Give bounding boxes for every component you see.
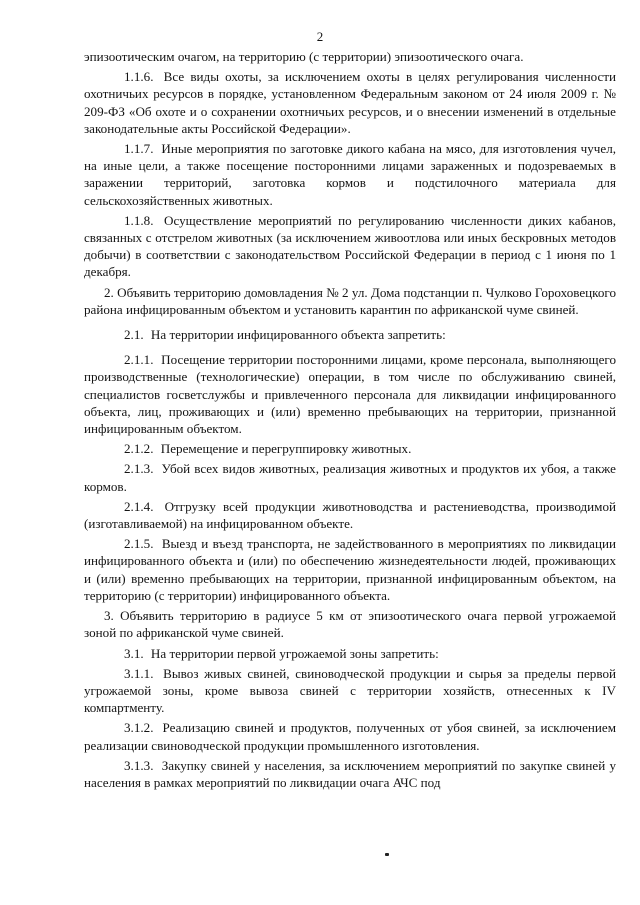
paragraph-1-1-7	[84, 140, 616, 209]
clause-number: 1.1.6.	[124, 69, 154, 85]
paragraph-text: Отгрузку всей продукции животноводства и растениеводства, производимой (изготавливаемой) на инфицированном объекте.	[84, 498, 616, 532]
paragraph-2-1-2	[84, 440, 616, 457]
paragraph-2-1-3	[84, 460, 616, 494]
paragraph-text: эпизоотическим очагом, на территорию (с территории) эпизоотического очага.	[84, 49, 524, 64]
paragraph-text: На территории инфицированного объекта запретить:	[150, 327, 446, 343]
paragraph-3-1	[84, 645, 616, 662]
paragraph-3-1-3	[84, 757, 616, 791]
paragraph-text: Все виды охоты, за исключением охоты в целях регулирования численности охотничьих ресурсов в порядке, установленном Федеральным законом от 24 июля 2009 г. № 209-ФЗ «Об охоте и о сохранении охотничьих ресурсов, и о внесении изменений в отдельные законодательные акты Российской Федерации».	[84, 69, 616, 136]
clause-number: 3.1.3.	[124, 757, 154, 773]
paragraph-2	[84, 284, 616, 318]
paragraph-2-1-5	[84, 535, 616, 604]
clause-number: 1.1.7.	[124, 141, 154, 157]
paragraph-text: Перемещение и перегруппировку животных.	[160, 441, 412, 457]
paragraph-text: На территории первой угрожаемой зоны запретить:	[150, 645, 439, 661]
paragraph-text: Посещение территории посторонними лицами, кроме персонала, выполняющего производственные (технологические) операции, в том числе по обслуживанию свиней, специалистов госветслужбы и привлеченного персонала для ликвидации инфицированного объекта, лиц, проживающих и (или) временно пребывающих на территории, признанной инфицированным объектом.	[84, 352, 616, 437]
scan-mark	[385, 853, 389, 856]
document-body	[84, 48, 616, 794]
paragraph-text: 3. Объявить территорию в радиусе 5 км от эпизоотического очага первой угрожаемой зоной по африканской чуме свиней.	[84, 608, 616, 641]
clause-number: 1.1.8.	[124, 212, 154, 228]
paragraph-text: Иные мероприятия по заготовке дикого кабана на мясо, для изготовления чучел, на иные цели, а также посещение посторонними лицами зараженных и подозреваемых в заражении территорий, заготовка кормов и подстилочного материала для сельскохозяйственных животных.	[84, 141, 616, 208]
paragraph-text: Реализацию свиней и продуктов, полученных от убоя свиней, за исключением реализации свиноводческой продукции промышленного изготовления.	[84, 720, 616, 753]
clause-number: 3.1.1.	[124, 665, 154, 681]
clause-number: 2.1.3.	[124, 461, 154, 477]
paragraph-2-1-1	[84, 351, 616, 437]
clause-number: 2.1.1.	[124, 352, 154, 368]
page-number: 2	[316, 29, 324, 44]
paragraph-text: Вывоз живых свиней, свиноводческой продукции и сырья за пределы первой угрожаемой зоны, кроме вывоза свиней с территории хозяйств, отнесенных к IV компартменту.	[84, 665, 617, 716]
clause-number: 3.1.2.	[124, 720, 154, 736]
paragraph-2-1	[84, 326, 616, 343]
paragraph-1-1-6	[84, 68, 616, 137]
clause-number: 3.1.	[124, 645, 144, 661]
clause-number: 2.1.4.	[124, 498, 154, 514]
paragraph-text: Закупку свиней у населения, за исключением мероприятий по закупке свиней у населения в рамках мероприятий по ликвидации очага АЧС под	[84, 757, 616, 790]
clause-number: 2.1.2.	[124, 441, 154, 457]
paragraph-text: 2. Объявить территорию домовладения № 2 ул. Дома подстанции п. Чулково Гороховецкого района инфицированным объектом и установить карантин по африканской чуме свиней.	[84, 284, 616, 317]
paragraph-2-1-4	[84, 498, 616, 532]
paragraph-1-1-8	[84, 212, 616, 281]
paragraph-3-1-2	[84, 719, 616, 753]
clause-number: 2.1.5.	[124, 536, 154, 552]
paragraph-3-1-1	[84, 665, 616, 717]
clause-number: 2.1.	[124, 327, 144, 343]
paragraph-text: Выезд и въезд транспорта, не задействованного в мероприятиях по ликвидации инфицированного объекта и (или) по обеспечению жизнедеятельности людей, проживающих и (или) временно пребывающих на территории, признанной инфицированным объектом, на территорию (с территории) инфицированного объекта.	[84, 536, 616, 603]
paragraph-text: Осуществление мероприятий по регулированию численности диких кабанов, связанных с отстрелом животных (за исключением живоотлова или иных бескровных методов добычи) в соответствии с законодательством Российской Федерации в период с 1 июня по 1 декабря.	[84, 212, 616, 280]
paragraph-text: Убой всех видов животных, реализация животных и продуктов их убоя, а также кормов.	[84, 461, 616, 494]
paragraph-3	[84, 607, 616, 641]
paragraph-continuation	[84, 48, 616, 65]
